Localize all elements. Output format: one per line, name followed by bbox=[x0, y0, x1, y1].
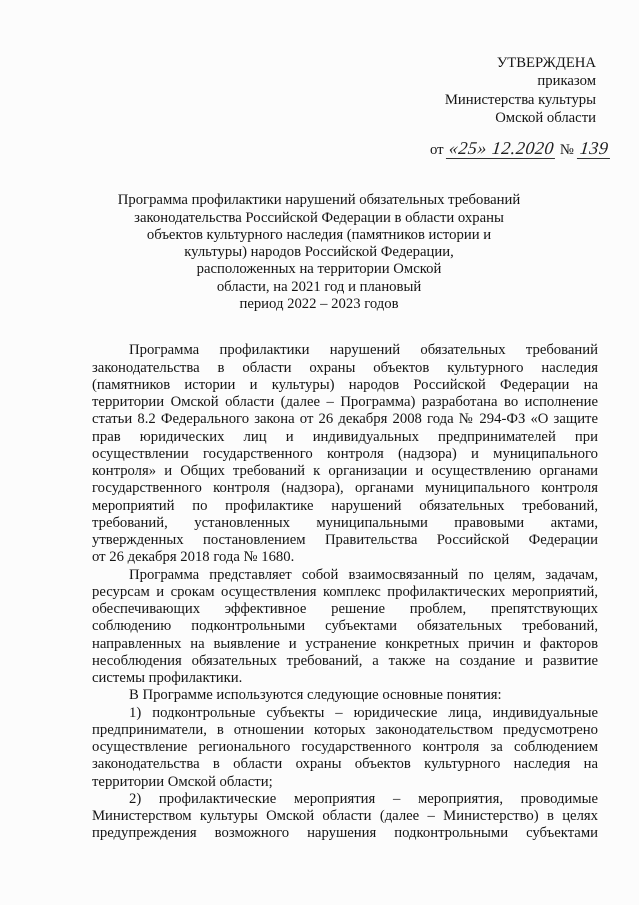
document-title-line: Программа профилактики нарушений обязательных требований bbox=[117, 192, 521, 209]
paragraph-line: соблюдению подконтрольными субъектами обязательных требований, bbox=[92, 618, 598, 635]
paragraph-line: В Программе используются следующие основные понятия: bbox=[129, 687, 502, 704]
paragraph-line: государственного контроля (надзора), органами муниципального контроля bbox=[92, 480, 598, 497]
order-number-handwritten: 139 bbox=[577, 138, 612, 159]
document-title-line: объектов культурного наследия (памятников истории и bbox=[146, 226, 492, 243]
paragraph-line: требований, установленных муниципальными правовыми актами, bbox=[92, 514, 598, 531]
paragraph-line: законодательства в области охраны объектов культурного наследия на bbox=[92, 756, 598, 773]
paragraph-line: системы профилактики. bbox=[92, 670, 243, 687]
order-number-label: № bbox=[559, 142, 574, 158]
paragraph-line: ресурсам и срокам осуществления комплекс профилактических мероприятий, bbox=[92, 583, 598, 600]
paragraph-line: территории Омской области; bbox=[92, 773, 273, 790]
paragraph-line: прав юридических лиц и индивидуальных предпринимателей при bbox=[92, 428, 598, 445]
paragraph-line: контроля» и Общих требований к организации и осуществлению органами bbox=[92, 463, 598, 480]
document-title-line: период 2022 – 2023 годов bbox=[239, 295, 399, 312]
order-date-label: от bbox=[430, 142, 444, 158]
paragraph-line: несоблюдения обязательных требований, а также на создание и развитие bbox=[92, 652, 598, 669]
paragraph-line: Программа представляет собой взаимосвязанный по целям, задачам, bbox=[129, 566, 598, 583]
paragraph-line: предприниматели, в отношении которых законодательством предусмотрено bbox=[92, 721, 598, 738]
paragraph-line: мероприятий по профилактике нарушений обязательных требований, bbox=[92, 497, 598, 514]
document-title-line: области, на 2021 год и плановый bbox=[216, 278, 422, 295]
document-title-line: расположенных на территории Омской bbox=[196, 261, 442, 278]
paragraph-line: территории Омской области (далее – Программа) разработана во исполнение bbox=[92, 394, 598, 411]
document-title-line: культуры) народов Российской Федерации, bbox=[184, 244, 454, 261]
approval-heading: УТВЕРЖДЕНА bbox=[496, 55, 596, 71]
approval-line: Министерства культуры bbox=[444, 91, 596, 108]
document-title-line: законодательства Российской Федерации в области охраны bbox=[134, 209, 504, 226]
paragraph-line: направленных на выявление и устранение конкретных причин и факторов bbox=[92, 635, 598, 652]
order-reference bbox=[430, 138, 610, 162]
paragraph-line: осуществлении государственного контроля (надзора) и муниципального bbox=[92, 445, 598, 462]
paragraph-line: 1) подконтрольные субъекты – юридические лица, индивидуальные bbox=[129, 704, 598, 721]
paragraph-line: Министерством культуры Омской области (далее – Министерство) в целях bbox=[92, 808, 598, 825]
paragraph-line: предупреждения возможного нарушения подконтрольными субъектами bbox=[92, 825, 598, 842]
document-title bbox=[69, 192, 569, 313]
paragraph-line: 2) профилактические мероприятия – мероприятия, проводимые bbox=[129, 790, 598, 807]
paragraph-line: обеспечивающих эффективное решение проблем, препятствующих bbox=[92, 601, 598, 618]
approval-line: приказом bbox=[537, 73, 596, 90]
paragraph-line: от 26 декабря 2018 года № 1680. bbox=[92, 549, 295, 566]
paragraph-line: утвержденных постановлением Правительства Российской Федерации bbox=[92, 532, 598, 549]
approval-block bbox=[336, 54, 596, 127]
paragraph-line: статьи 8.2 Федерального закона от 26 декабря 2008 года № 294-ФЗ «О защите bbox=[92, 411, 598, 428]
approval-line: Омской области bbox=[495, 109, 596, 126]
paragraph-line: законодательства в области охраны объектов культурного наследия bbox=[92, 359, 598, 376]
document-body bbox=[92, 342, 598, 842]
paragraph-line: Программа профилактики нарушений обязательных требований bbox=[129, 342, 598, 359]
order-date-handwritten: «25» 12.2020 bbox=[446, 138, 557, 159]
paragraph-line: осуществление регионального государственного контроля за соблюдением bbox=[92, 739, 598, 756]
paragraph-line: (памятников истории и культуры) народов Российской Федерации на bbox=[92, 376, 598, 393]
